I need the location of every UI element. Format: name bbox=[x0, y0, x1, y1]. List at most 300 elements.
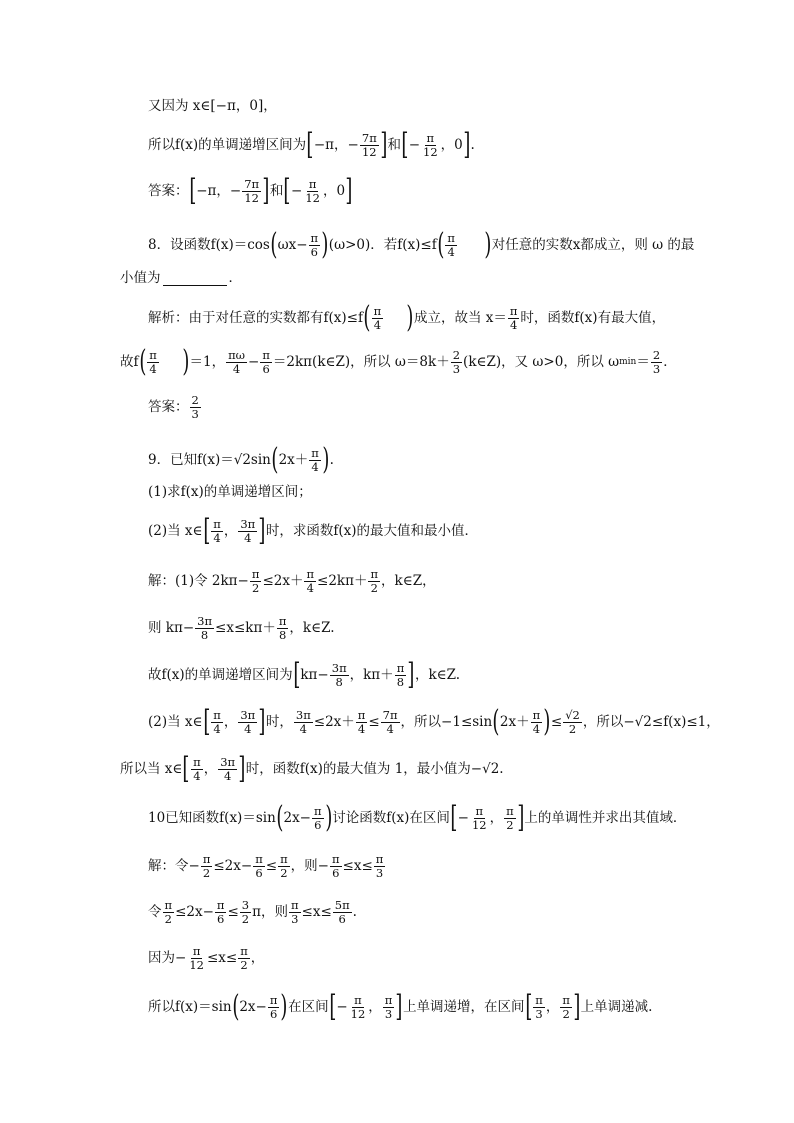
text: ，k∈Z. bbox=[289, 620, 335, 636]
numerator: π bbox=[255, 851, 263, 866]
numerator: π bbox=[311, 445, 319, 460]
bracket: [ bbox=[202, 513, 210, 548]
fraction bbox=[226, 349, 247, 376]
bracket: ] bbox=[258, 704, 266, 739]
denominator: 8 bbox=[396, 674, 405, 689]
fraction bbox=[533, 994, 545, 1021]
text: . bbox=[329, 452, 334, 468]
denominator: 3 bbox=[384, 1006, 393, 1021]
numerator: π bbox=[354, 992, 362, 1007]
solution-9-line bbox=[148, 613, 335, 643]
denominator: 6 bbox=[262, 361, 270, 376]
text: 2x− bbox=[239, 999, 267, 1015]
bracket: [ bbox=[524, 989, 532, 1024]
denominator: 3 bbox=[191, 406, 199, 421]
fraction bbox=[147, 349, 159, 376]
numerator: π bbox=[532, 707, 541, 722]
text: ≤ bbox=[227, 904, 239, 920]
text: 又因为 x∈[−π，0]， bbox=[148, 98, 277, 114]
denominator: 4 bbox=[213, 721, 221, 736]
text: 所以当 x∈ bbox=[120, 761, 183, 777]
bracket: ] bbox=[517, 800, 525, 835]
paren: ) bbox=[321, 227, 329, 262]
fraction bbox=[330, 853, 342, 880]
fraction bbox=[278, 853, 290, 880]
paren: ) bbox=[280, 989, 288, 1024]
text: 小值为 bbox=[120, 270, 161, 286]
question-8-cont bbox=[120, 268, 242, 288]
denominator: 6 bbox=[338, 911, 346, 926]
text: 时，函数f(x)的最大值为 1，最小值为−√2. bbox=[245, 761, 504, 777]
fraction bbox=[187, 945, 206, 972]
fraction bbox=[253, 853, 265, 880]
numerator: πω bbox=[228, 347, 246, 362]
paren: ) bbox=[484, 227, 492, 262]
text: ≤ bbox=[265, 858, 278, 874]
denominator: 4 bbox=[244, 530, 252, 545]
denominator: 2 bbox=[251, 580, 260, 595]
paren: ( bbox=[270, 227, 278, 262]
numerator: π bbox=[331, 851, 340, 866]
fraction bbox=[238, 709, 257, 736]
fraction bbox=[651, 349, 662, 376]
numerator: π bbox=[290, 897, 299, 912]
text: (ω>0)．若f(x)≤f bbox=[328, 237, 437, 253]
text: 所以f(x)的单调递增区间为 bbox=[148, 137, 307, 153]
denominator: 8 bbox=[335, 674, 343, 689]
denominator: 12 bbox=[305, 190, 320, 205]
text: 时，函数f(x)有最大值， bbox=[520, 310, 666, 326]
fraction bbox=[238, 518, 257, 545]
denominator: 12 bbox=[471, 817, 487, 832]
text: ， bbox=[545, 999, 560, 1015]
fraction bbox=[560, 994, 572, 1021]
denominator: 4 bbox=[373, 317, 382, 332]
text: kπ− bbox=[300, 667, 329, 683]
text: ， bbox=[368, 999, 382, 1015]
solution-10-line bbox=[148, 943, 264, 973]
question-9 bbox=[148, 442, 334, 477]
text: ＝ bbox=[636, 354, 650, 370]
fraction bbox=[195, 615, 214, 642]
fraction bbox=[260, 349, 272, 376]
text: ≤ bbox=[550, 714, 563, 730]
text: ，0 bbox=[322, 183, 346, 199]
fraction bbox=[268, 994, 280, 1021]
numerator: π bbox=[192, 943, 201, 958]
denominator: 4 bbox=[299, 721, 307, 736]
fraction bbox=[330, 662, 349, 689]
text: ． bbox=[228, 270, 242, 286]
fraction bbox=[421, 132, 440, 159]
paren: ) bbox=[543, 704, 551, 739]
text: ， bbox=[250, 950, 265, 966]
text: ，则− bbox=[290, 858, 329, 874]
answer-blank bbox=[163, 271, 227, 286]
denominator: 4 bbox=[509, 317, 518, 332]
denominator: 6 bbox=[310, 244, 318, 259]
paren: ) bbox=[406, 300, 414, 335]
fraction bbox=[372, 305, 384, 332]
numerator: π bbox=[447, 230, 455, 245]
numerator: π bbox=[306, 566, 315, 581]
denominator: 6 bbox=[255, 865, 263, 880]
text: 解：令− bbox=[148, 858, 200, 874]
fraction bbox=[563, 709, 582, 736]
text: ． bbox=[663, 354, 677, 370]
text: ，所以−√2≤f(x)≤1， bbox=[582, 714, 720, 730]
denominator: 4 bbox=[386, 721, 394, 736]
text: ≤2x− bbox=[213, 858, 253, 874]
text: 上单调递减. bbox=[580, 999, 653, 1015]
text: ≤x≤kπ＋ bbox=[215, 620, 276, 636]
numerator: π bbox=[308, 176, 317, 191]
fraction bbox=[445, 232, 457, 259]
numerator: π bbox=[370, 566, 379, 581]
text-line: 所以f(x)的单调递增区间为 [ −π，− $\frac{7\pi}{12}$ ] 和 [ − $\frac{\pi}{12}$ ，0 ] . bbox=[148, 127, 475, 162]
bracket: [ bbox=[202, 704, 210, 739]
text: − bbox=[336, 999, 348, 1015]
numerator: π bbox=[280, 851, 288, 866]
numerator: 7π bbox=[361, 130, 377, 145]
paren: ( bbox=[437, 227, 445, 262]
solution-9-line bbox=[148, 657, 461, 692]
fraction bbox=[191, 756, 203, 783]
numerator: π bbox=[240, 943, 248, 958]
fraction bbox=[508, 305, 520, 332]
numerator: π bbox=[149, 347, 157, 362]
fraction bbox=[163, 899, 175, 926]
denominator: 6 bbox=[269, 1006, 278, 1021]
text: − bbox=[457, 810, 469, 826]
paren: ( bbox=[231, 989, 239, 1024]
paren: ) bbox=[322, 442, 330, 477]
denominator: 2 bbox=[568, 721, 577, 736]
fraction bbox=[531, 709, 543, 736]
question-9-part-1 bbox=[148, 482, 312, 502]
paren: ) bbox=[182, 344, 190, 379]
text: ≤2kπ＋ bbox=[317, 573, 368, 589]
denominator: 4 bbox=[357, 721, 366, 736]
numerator: 7π bbox=[244, 176, 260, 191]
denominator: 3 bbox=[535, 1006, 543, 1021]
fraction bbox=[470, 805, 489, 832]
fraction bbox=[211, 518, 223, 545]
text: 解析：由于对任意的实数都有f(x)≤f bbox=[148, 310, 363, 326]
numerator: 3 bbox=[241, 897, 250, 912]
text: 2x＋ bbox=[499, 714, 530, 730]
text: (2)当 x∈ bbox=[148, 714, 203, 730]
bracket: ] bbox=[258, 513, 266, 548]
numerator: 2 bbox=[191, 392, 199, 407]
bracket: [ bbox=[182, 751, 190, 786]
answer-label: 答案： bbox=[148, 183, 189, 199]
text: ，k∈Z. bbox=[414, 667, 461, 683]
solution-8-cont bbox=[120, 344, 677, 379]
denominator: 6 bbox=[314, 817, 322, 832]
fraction bbox=[504, 805, 516, 832]
numerator: 5π bbox=[334, 897, 350, 912]
denominator: 12 bbox=[350, 1006, 366, 1021]
text: ， bbox=[223, 714, 238, 730]
denominator: 8 bbox=[200, 627, 209, 642]
fraction bbox=[294, 709, 313, 736]
numerator: π bbox=[562, 992, 570, 1007]
denominator: 12 bbox=[423, 144, 438, 159]
numerator: 7π bbox=[382, 707, 398, 722]
numerator: π bbox=[164, 897, 173, 912]
text: 对任意的实数x都成立，则 ω 的最 bbox=[491, 237, 695, 253]
paren: ) bbox=[324, 800, 332, 835]
denominator: 2 bbox=[241, 911, 250, 926]
paren: ( bbox=[363, 300, 371, 335]
bracket: ] bbox=[463, 127, 471, 162]
numerator: π bbox=[396, 660, 405, 675]
paren: ( bbox=[271, 442, 279, 477]
numerator: π bbox=[269, 992, 278, 1007]
fraction bbox=[383, 994, 395, 1021]
fraction bbox=[215, 899, 227, 926]
numerator: π bbox=[506, 803, 514, 818]
text: ≤2x＋ bbox=[262, 573, 304, 589]
text: 9．已知f(x)＝√2sin bbox=[148, 452, 271, 468]
denominator: 2 bbox=[280, 865, 288, 880]
bracket: ] bbox=[407, 657, 415, 692]
solution-10 bbox=[148, 851, 386, 881]
bracket: [ bbox=[283, 173, 291, 208]
bracket: ] bbox=[262, 173, 270, 208]
text: 则 kπ− bbox=[148, 620, 195, 636]
text: −π，− bbox=[313, 137, 359, 153]
denominator: 4 bbox=[223, 768, 232, 783]
text: ，kπ＋ bbox=[349, 667, 394, 683]
fraction bbox=[356, 709, 368, 736]
answer-label: 答案： bbox=[148, 399, 189, 415]
fraction bbox=[309, 232, 321, 259]
denominator: 4 bbox=[306, 580, 314, 595]
text: . bbox=[352, 904, 357, 920]
numerator: π bbox=[202, 851, 211, 866]
fraction bbox=[218, 756, 237, 783]
denominator: 4 bbox=[213, 530, 221, 545]
denominator: 12 bbox=[189, 957, 204, 972]
denominator: 3 bbox=[452, 361, 461, 376]
bracket: [ bbox=[293, 657, 301, 692]
numerator: π bbox=[213, 707, 221, 722]
fraction bbox=[190, 394, 201, 421]
denominator: 4 bbox=[149, 361, 157, 376]
text: 和 bbox=[269, 183, 284, 199]
paren: ( bbox=[276, 800, 284, 835]
text: − bbox=[248, 354, 260, 370]
text: 所以f(x)＝sin bbox=[148, 999, 232, 1015]
numerator: 2 bbox=[652, 347, 661, 362]
fraction bbox=[211, 709, 223, 736]
denominator: 2 bbox=[562, 1006, 570, 1021]
numerator: 3π bbox=[220, 754, 236, 769]
numerator: π bbox=[251, 566, 260, 581]
numerator: 3π bbox=[331, 660, 347, 675]
text: ≤x≤ bbox=[342, 858, 373, 874]
bracket: [ bbox=[306, 127, 314, 162]
numerator: 3π bbox=[240, 516, 256, 531]
subscript: min bbox=[619, 357, 637, 367]
denominator: 3 bbox=[291, 911, 299, 926]
text: ，0 bbox=[440, 137, 463, 153]
numerator: π bbox=[509, 303, 518, 318]
fraction bbox=[277, 615, 289, 642]
denominator: 2 bbox=[240, 957, 248, 972]
text: 故f(x)的单调递增区间为 bbox=[148, 667, 293, 683]
denominator: 4 bbox=[447, 244, 455, 259]
fraction bbox=[374, 853, 386, 880]
numerator: 3π bbox=[240, 707, 256, 722]
text: 讨论函数f(x)在区间 bbox=[332, 810, 450, 826]
numerator: π bbox=[310, 230, 319, 245]
fraction bbox=[333, 899, 352, 926]
numerator: π bbox=[426, 130, 435, 145]
text: −π，− bbox=[196, 183, 242, 199]
denominator: 3 bbox=[375, 865, 384, 880]
numerator: π bbox=[193, 754, 201, 769]
denominator: 2 bbox=[506, 817, 514, 832]
answer-line bbox=[148, 173, 353, 208]
text: ωx− bbox=[277, 237, 308, 253]
fraction bbox=[201, 853, 213, 880]
bracket: [ bbox=[401, 127, 409, 162]
paren: ( bbox=[138, 344, 146, 379]
fraction bbox=[349, 994, 368, 1021]
numerator: π bbox=[475, 803, 484, 818]
fraction bbox=[312, 805, 324, 832]
question-10 bbox=[148, 800, 687, 835]
fraction bbox=[242, 178, 261, 205]
text: ， bbox=[223, 523, 238, 539]
question-9-part-2 bbox=[148, 513, 479, 548]
fraction bbox=[250, 568, 262, 595]
text: 因为− bbox=[148, 950, 187, 966]
denominator: 3 bbox=[652, 361, 661, 376]
text: 上的单调性并求出其值域． bbox=[524, 810, 687, 826]
numerator: √2 bbox=[565, 707, 580, 722]
numerator: π bbox=[314, 803, 322, 818]
fraction bbox=[309, 447, 321, 474]
text: 故f bbox=[120, 354, 139, 370]
denominator: 4 bbox=[232, 361, 241, 376]
text: ≤x≤ bbox=[301, 904, 332, 920]
numerator: π bbox=[213, 516, 221, 531]
text: ≤ bbox=[368, 714, 380, 730]
denominator: 2 bbox=[202, 865, 211, 880]
text: 2x− bbox=[283, 810, 311, 826]
bracket: ] bbox=[380, 127, 388, 162]
fraction bbox=[238, 945, 250, 972]
text: ， bbox=[489, 810, 504, 826]
text-line bbox=[148, 96, 277, 116]
fraction bbox=[451, 349, 462, 376]
fraction bbox=[360, 132, 379, 159]
text: 成立，故当 x＝ bbox=[413, 310, 507, 326]
numerator: 3π bbox=[295, 707, 311, 722]
text: 和 bbox=[387, 137, 401, 153]
text: (2)当 x∈ bbox=[148, 523, 203, 539]
text: ≤2x− bbox=[175, 904, 214, 920]
numerator: π bbox=[375, 851, 384, 866]
denominator: 2 bbox=[370, 580, 378, 595]
fraction bbox=[395, 662, 407, 689]
text: ，所以−1≤sin bbox=[400, 714, 493, 730]
text: (k∈Z)，又 ω>0，所以 ω bbox=[463, 354, 620, 370]
denominator: 4 bbox=[193, 768, 201, 783]
denominator: 4 bbox=[311, 459, 319, 474]
numerator: π bbox=[262, 347, 270, 362]
solution-9 bbox=[148, 566, 436, 596]
text: 解：(1)令 2kπ− bbox=[148, 573, 249, 589]
fraction bbox=[303, 178, 322, 205]
text: ＝2kπ(k∈Z)，所以 ω＝8k＋ bbox=[272, 354, 450, 370]
solution-10-line bbox=[148, 897, 357, 927]
text: 上单调递增，在区间 bbox=[403, 999, 525, 1015]
text: ， bbox=[203, 761, 218, 777]
numerator: π bbox=[278, 613, 287, 628]
text: 在区间 bbox=[288, 999, 329, 1015]
answer-line bbox=[148, 392, 202, 422]
bracket: [ bbox=[188, 173, 196, 208]
question-8 bbox=[148, 227, 695, 262]
bracket: ] bbox=[573, 989, 581, 1024]
text: 令 bbox=[148, 904, 162, 920]
solution-10-conclusion bbox=[148, 989, 653, 1024]
numerator: π bbox=[535, 992, 543, 1007]
denominator: 2 bbox=[164, 911, 172, 926]
text: 2x＋ bbox=[278, 452, 309, 468]
denominator: 8 bbox=[278, 627, 287, 642]
fraction bbox=[289, 899, 301, 926]
denominator: 4 bbox=[244, 721, 252, 736]
text: − bbox=[408, 137, 420, 153]
text: ＝1， bbox=[189, 354, 226, 370]
solution-9-conclusion bbox=[120, 751, 504, 786]
fraction bbox=[381, 709, 400, 736]
bracket: [ bbox=[328, 989, 336, 1024]
text: π，则 bbox=[252, 904, 288, 920]
numerator: 3π bbox=[197, 613, 213, 628]
fraction bbox=[304, 568, 316, 595]
text: (1)求f(x)的单调递增区间； bbox=[148, 484, 312, 500]
text: − bbox=[291, 183, 303, 199]
denominator: 4 bbox=[532, 721, 541, 736]
denominator: 12 bbox=[361, 144, 377, 159]
numerator: π bbox=[357, 707, 366, 722]
solution-8 bbox=[148, 300, 666, 335]
denominator: 12 bbox=[244, 190, 259, 205]
text: 8．设函数f(x)＝cos bbox=[148, 237, 270, 253]
denominator: 6 bbox=[332, 865, 340, 880]
numerator: π bbox=[216, 897, 225, 912]
numerator: π bbox=[384, 992, 393, 1007]
paren: ( bbox=[492, 704, 500, 739]
text: ≤2x＋ bbox=[313, 714, 355, 730]
numerator: π bbox=[373, 303, 382, 318]
text: 10已知函数f(x)＝sin bbox=[148, 810, 276, 826]
text: ≤x≤ bbox=[206, 950, 238, 966]
fraction bbox=[368, 568, 380, 595]
solution-9-part-2 bbox=[148, 704, 720, 739]
bracket: [ bbox=[450, 800, 458, 835]
denominator: 6 bbox=[217, 911, 225, 926]
text: ，k∈Z， bbox=[381, 573, 436, 589]
bracket: ] bbox=[345, 173, 353, 208]
